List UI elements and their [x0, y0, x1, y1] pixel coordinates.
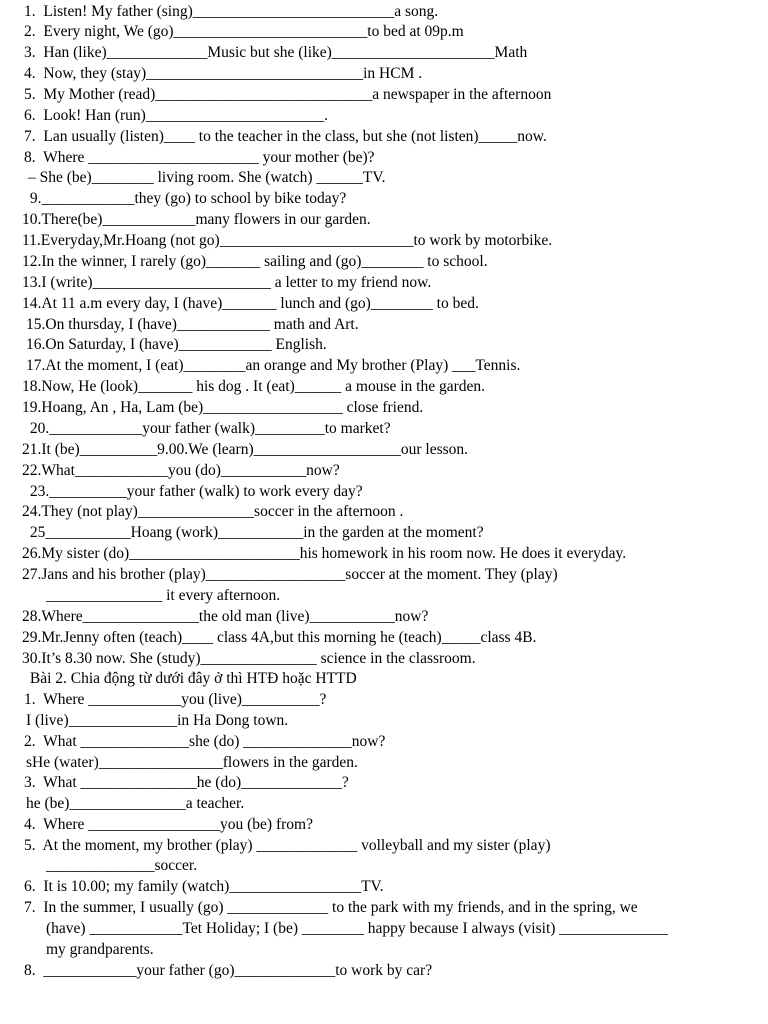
exercise-line: 26.My sister (do)______________________his homework in his room now. He does it everyday. — [22, 545, 627, 562]
exercise-line: 11.Everyday,Mr.Hoang (not go)_________________________to work by motorbike. — [22, 232, 553, 249]
exercise-line: 17.At the moment, I (eat)________an orange and My brother (Play) ___Tennis. — [26, 357, 521, 374]
exercise-line: 21.It (be)__________9.00.We (learn)___________________our lesson. — [22, 441, 469, 458]
exercise-line: 12.In the winner, I rarely (go)_______ sailing and (go)________ to school. — [22, 253, 488, 270]
exercise-line: 5. At the moment, my brother (play) _____________ volleyball and my sister (play) — [24, 837, 551, 854]
exercise-line: 13.I (write)_______________________ a letter to my friend now. — [22, 274, 432, 291]
exercise-line: 22.What____________you (do)___________now? — [22, 462, 340, 479]
exercise-line: 8. ____________your father (go)_____________to work by car? — [24, 962, 433, 979]
exercise-line: he (be)_______________a teacher. — [26, 795, 245, 812]
exercise-line: – She (be)________ living room. She (watch) ______TV. — [28, 169, 386, 186]
exercise-line: 6. Look! Han (run)_______________________. — [24, 107, 328, 124]
exercise-line: 3. What _______________he (do)_____________? — [24, 774, 349, 791]
exercise-line: 3. Han (like)_____________Music but she (like)_____________________Math — [24, 44, 528, 61]
exercise-line: 27.Jans and his brother (play)__________________soccer at the moment. They (play) — [22, 566, 558, 583]
exercise-line: _______________ it every afternoon. — [46, 587, 281, 604]
exercise-line: 16.On Saturday, I (have)____________ English. — [26, 336, 327, 353]
exercise-line: 14.At 11 a.m every day, I (have)_______ lunch and (go)________ to bed. — [22, 295, 479, 312]
exercise-line: 29.Mr.Jenny often (teach)____ class 4A,but this morning he (teach)_____class 4B. — [22, 629, 537, 646]
exercise-line: Bài 2. Chia động từ dưới đây ở thì HTĐ hoặc HTTD — [26, 670, 357, 687]
exercise-line: 2. What ______________she (do) ______________now? — [24, 733, 386, 750]
exercise-line: ______________soccer. — [46, 857, 198, 874]
exercise-line: 30.It’s 8.30 now. She (study)_______________ science in the classroom. — [22, 650, 476, 667]
exercise-line: 8. Where ______________________ your mother (be)? — [24, 149, 375, 166]
exercise-line: 4. Where _________________you (be) from? — [24, 816, 313, 833]
exercise-line: my grandparents. — [46, 941, 154, 958]
exercise-line: 24.They (not play)_______________soccer in the afternoon . — [22, 503, 404, 520]
exercise-line: 20.____________your father (walk)_________to market? — [26, 420, 391, 437]
exercise-line: 15.On thursday, I (have)____________ math and Art. — [26, 316, 359, 333]
exercise-line: 5. My Mother (read)____________________________a newspaper in the afternoon — [24, 86, 552, 103]
exercise-line: sHe (water)________________flowers in the garden. — [26, 754, 358, 771]
exercise-line: 1. Where ____________you (live)__________? — [24, 691, 327, 708]
exercise-line: I (live)______________in Ha Dong town. — [26, 712, 289, 729]
exercise-line: 6. It is 10.00; my family (watch)_________________TV. — [24, 878, 384, 895]
exercise-line: (have) ____________Tet Holiday; I (be) ________ happy because I always (visit) ______________ — [46, 920, 668, 937]
exercise-line: 28.Where_______________the old man (live)___________now? — [22, 608, 429, 625]
exercise-line: 1. Listen! My father (sing)__________________________a song. — [24, 3, 439, 20]
exercise-line: 19.Hoang, An , Ha, Lam (be)__________________ close friend. — [22, 399, 424, 416]
exercise-line: 18.Now, He (look)_______ his dog . It (eat)______ a mouse in the garden. — [22, 378, 486, 395]
exercise-line: 4. Now, they (stay)____________________________in HCM . — [24, 65, 423, 82]
exercise-line: 7. Lan usually (listen)____ to the teacher in the class, but she (not listen)_____now. — [24, 128, 547, 145]
exercise-line: 25___________Hoang (work)___________in the garden at the moment? — [26, 524, 484, 541]
exercise-line: 10.There(be)____________many flowers in our garden. — [22, 211, 371, 228]
exercise-line: 23.__________your father (walk) to work every day? — [26, 483, 363, 500]
exercise-line: 2. Every night, We (go)_________________________to bed at 09p.m — [24, 23, 464, 40]
exercise-line: 7. In the summer, I usually (go) _____________ to the park with my friends, and in the spring, we — [24, 899, 638, 916]
exercise-line: 9.____________they (go) to school by bike today? — [26, 190, 347, 207]
